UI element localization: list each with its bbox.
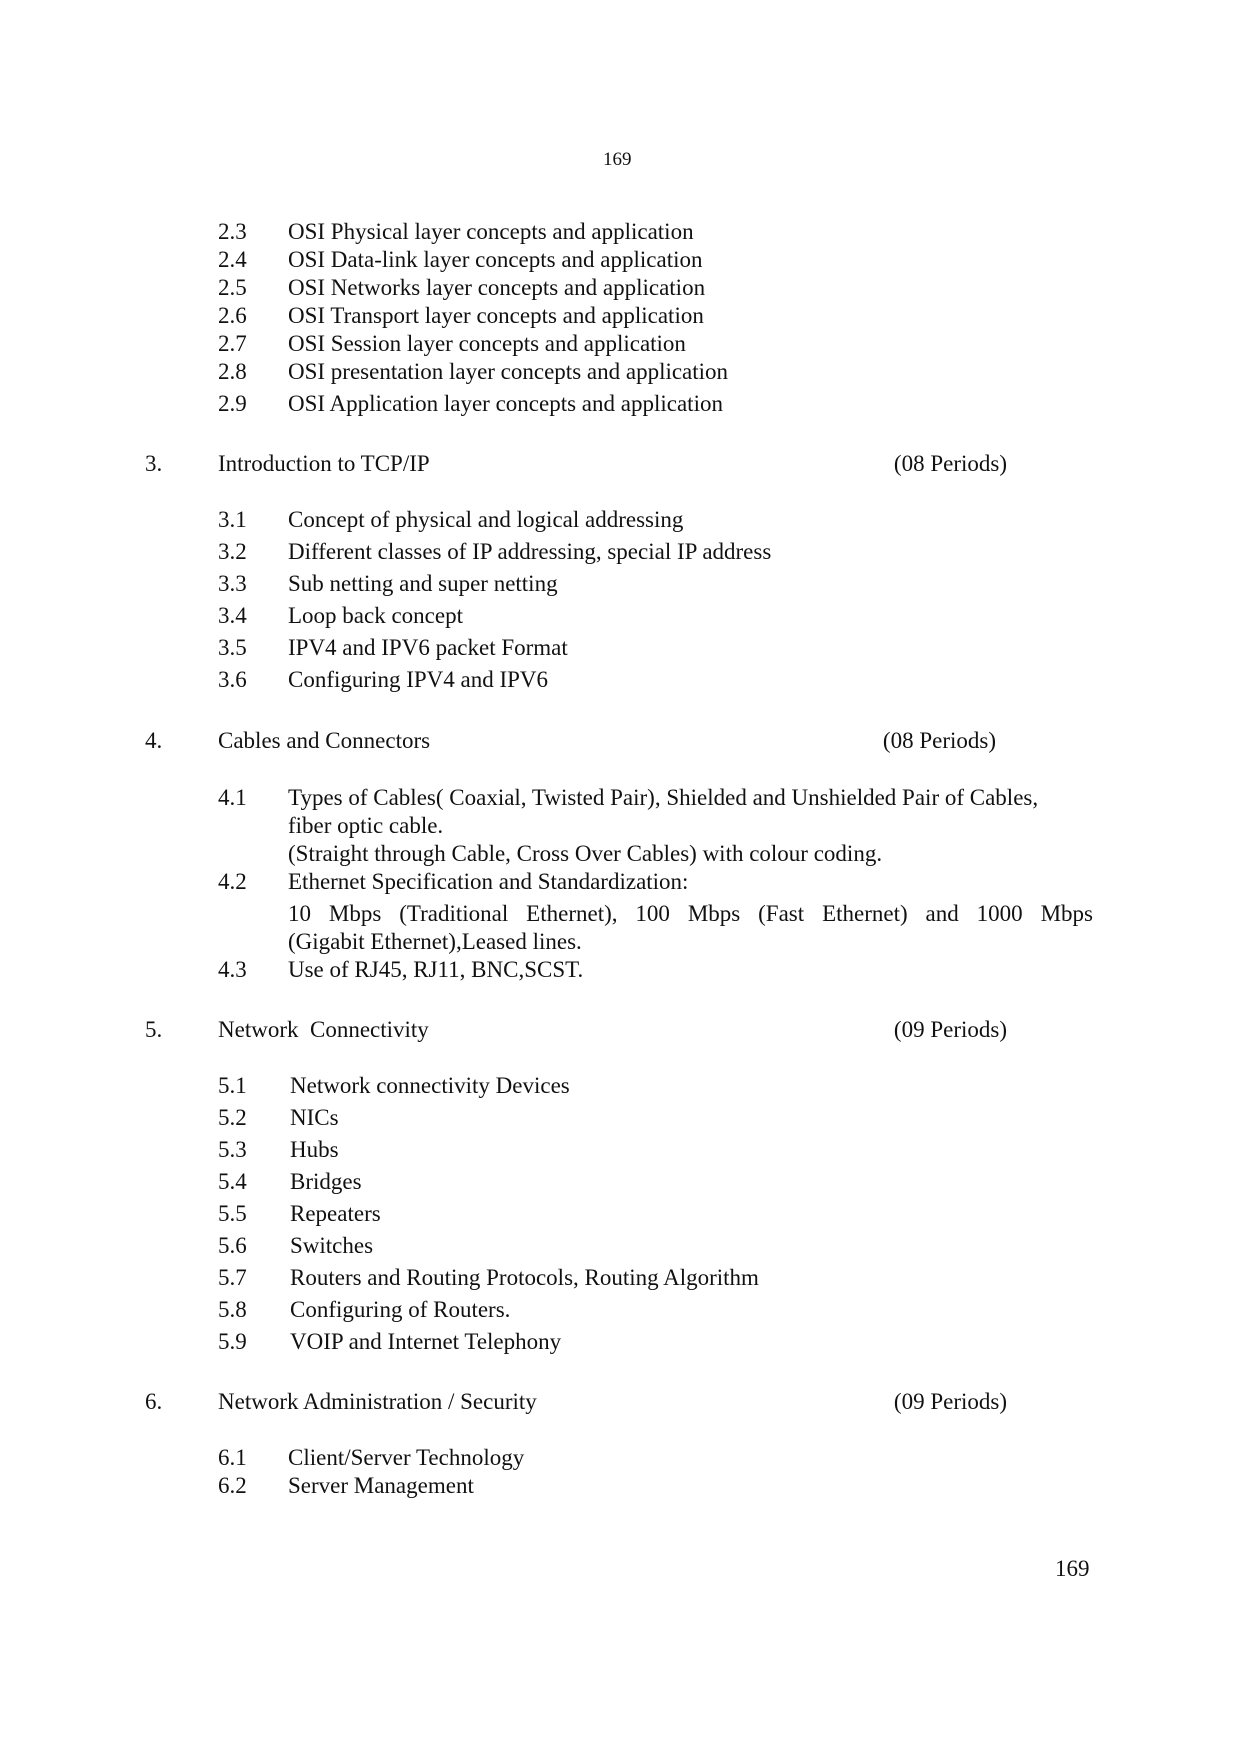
item-text: Network connectivity Devices bbox=[290, 1073, 570, 1098]
list-item bbox=[218, 1472, 1098, 1500]
item-text: Hubs bbox=[290, 1137, 339, 1162]
list-item bbox=[218, 1444, 1098, 1472]
item-number: 5.9 bbox=[218, 1329, 247, 1354]
item-text: Routers and Routing Protocols, Routing Algorithm bbox=[290, 1265, 759, 1290]
item-number: 4.2 bbox=[218, 869, 247, 894]
list-item bbox=[218, 1104, 1098, 1132]
section-title: Network Administration / Security bbox=[218, 1389, 537, 1414]
list-item bbox=[218, 602, 1098, 630]
item-number: 3.2 bbox=[218, 539, 247, 564]
item-number: 2.3 bbox=[218, 219, 247, 244]
item-number: 3.3 bbox=[218, 571, 247, 596]
item-text: Use of RJ45, RJ11, BNC,SCST. bbox=[288, 957, 584, 982]
list-item bbox=[218, 1136, 1098, 1164]
item-number: 5.4 bbox=[218, 1169, 247, 1194]
item-text-line: (Straight through Cable, Cross Over Cables) with colour coding. bbox=[288, 841, 883, 866]
section-title: Introduction to TCP/IP bbox=[218, 451, 430, 476]
item-number: 2.4 bbox=[218, 247, 247, 272]
list-item bbox=[218, 1264, 1098, 1292]
section-number: 5. bbox=[145, 1017, 163, 1042]
item-text: OSI Networks layer concepts and application bbox=[288, 275, 706, 300]
list-item bbox=[218, 956, 1098, 984]
list-item bbox=[218, 358, 1098, 386]
page-number-bottom: 169 bbox=[1055, 1556, 1090, 1581]
item-text-line: fiber optic cable. bbox=[288, 813, 444, 838]
item-text: IPV4 and IPV6 packet Format bbox=[288, 635, 568, 660]
item-number: 3.4 bbox=[218, 603, 247, 628]
item-number: 2.7 bbox=[218, 331, 247, 356]
item-number: 6.1 bbox=[218, 1445, 247, 1470]
list-item bbox=[218, 1296, 1098, 1324]
item-number: 5.2 bbox=[218, 1105, 247, 1130]
item-text: OSI presentation layer concepts and application bbox=[288, 359, 729, 384]
list-item bbox=[218, 666, 1098, 694]
section-number: 6. bbox=[145, 1389, 163, 1414]
item-number: 4.3 bbox=[218, 957, 247, 982]
item-text: Repeaters bbox=[290, 1201, 381, 1226]
list-item bbox=[218, 538, 1098, 566]
item-number: 3.5 bbox=[218, 635, 247, 660]
item-text-line: Ethernet Specification and Standardization: bbox=[288, 869, 689, 894]
section-title: Network Connectivity bbox=[218, 1017, 429, 1042]
list-item bbox=[218, 784, 1098, 868]
item-text: Bridges bbox=[290, 1169, 362, 1194]
list-item bbox=[218, 218, 1098, 246]
item-number: 2.6 bbox=[218, 303, 247, 328]
item-number: 6.2 bbox=[218, 1473, 247, 1498]
page-number-top: 169 bbox=[603, 149, 632, 170]
item-text: Concept of physical and logical addressing bbox=[288, 507, 684, 532]
item-number: 4.1 bbox=[218, 785, 247, 810]
section-number: 4. bbox=[145, 728, 163, 753]
list-item bbox=[218, 302, 1098, 330]
list-item bbox=[218, 634, 1098, 662]
item-number: 5.8 bbox=[218, 1297, 247, 1322]
item-text: Server Management bbox=[288, 1473, 474, 1498]
item-text: Configuring of Routers. bbox=[290, 1297, 511, 1322]
list-item bbox=[218, 246, 1098, 274]
item-number: 5.3 bbox=[218, 1137, 247, 1162]
list-item bbox=[218, 868, 1098, 956]
item-number: 5.5 bbox=[218, 1201, 247, 1226]
item-text: VOIP and Internet Telephony bbox=[290, 1329, 562, 1354]
list-item bbox=[218, 274, 1098, 302]
section-number: 3. bbox=[145, 451, 163, 476]
item-number: 2.8 bbox=[218, 359, 247, 384]
item-number: 3.6 bbox=[218, 667, 247, 692]
item-text: OSI Data-link layer concepts and application bbox=[288, 247, 703, 272]
item-text-line: 10 Mbps (Traditional Ethernet), 100 Mbps (Fast Ethernet) and 1000 Mbps bbox=[288, 901, 1093, 926]
item-number: 5.7 bbox=[218, 1265, 247, 1290]
item-text-line: (Gigabit Ethernet),Leased lines. bbox=[288, 929, 582, 954]
list-item bbox=[218, 570, 1098, 598]
list-item bbox=[218, 1168, 1098, 1196]
list-item bbox=[218, 1328, 1098, 1356]
list-item bbox=[218, 330, 1098, 358]
item-text: Sub netting and super netting bbox=[288, 571, 558, 596]
item-text: Switches bbox=[290, 1233, 374, 1258]
section-periods: (08 Periods) bbox=[893, 451, 1007, 476]
item-text: OSI Session layer concepts and application bbox=[288, 331, 686, 356]
item-number: 5.1 bbox=[218, 1073, 247, 1098]
item-text: Client/Server Technology bbox=[288, 1445, 525, 1470]
item-text: OSI Transport layer concepts and application bbox=[288, 303, 704, 328]
item-text: OSI Application layer concepts and application bbox=[288, 391, 723, 416]
item-text-line: Types of Cables( Coaxial, Twisted Pair), Shielded and Unshielded Pair of Cables, bbox=[288, 785, 1039, 810]
item-text: Loop back concept bbox=[288, 603, 463, 628]
item-text: OSI Physical layer concepts and application bbox=[288, 219, 694, 244]
list-item bbox=[218, 1232, 1098, 1260]
item-text: Different classes of IP addressing, special IP address bbox=[288, 539, 772, 564]
section-periods: (08 Periods) bbox=[882, 728, 996, 753]
item-number: 3.1 bbox=[218, 507, 247, 532]
item-text: NICs bbox=[290, 1105, 339, 1130]
list-item bbox=[218, 1072, 1098, 1100]
list-item bbox=[218, 506, 1098, 534]
section-periods: (09 Periods) bbox=[893, 1389, 1007, 1414]
section-periods: (09 Periods) bbox=[893, 1017, 1007, 1042]
list-item bbox=[218, 390, 1098, 418]
list-item bbox=[218, 1200, 1098, 1228]
item-number: 2.5 bbox=[218, 275, 247, 300]
item-number: 2.9 bbox=[218, 391, 247, 416]
section-title: Cables and Connectors bbox=[218, 728, 431, 753]
item-text: Configuring IPV4 and IPV6 bbox=[288, 667, 549, 692]
item-number: 5.6 bbox=[218, 1233, 247, 1258]
